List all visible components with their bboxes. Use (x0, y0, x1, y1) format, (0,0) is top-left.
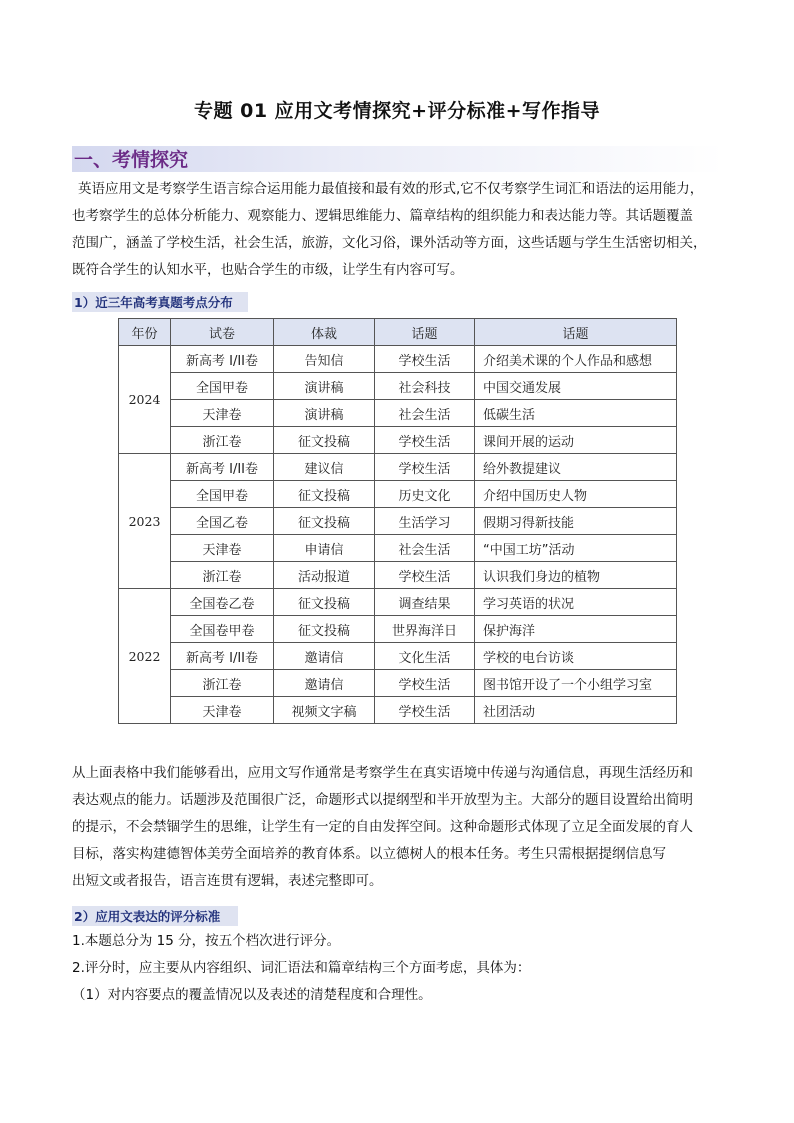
year-cell: 2024 (119, 346, 171, 454)
paper-cell: 天津卷 (171, 400, 274, 427)
table-row (119, 427, 677, 454)
paper-cell: 全国卷甲卷 (171, 616, 274, 643)
table-row (119, 670, 677, 697)
table-row (119, 643, 677, 670)
paper-cell: 新高考 I/II卷 (171, 346, 274, 373)
intro-line: 也考察学生的总体分析能力、观察能力、逻辑思维能力、篇章结构的组织能力和表达能力等。其话题覆盖 (72, 208, 693, 224)
paper-cell: 新高考 I/II卷 (171, 454, 274, 481)
table-row (119, 373, 677, 400)
topic-cell: 社团活动 (475, 697, 677, 724)
paper-cell: 天津卷 (171, 697, 274, 724)
topic-category-cell: 社会生活 (375, 535, 475, 562)
topic-category-cell: 学校生活 (375, 454, 475, 481)
genre-cell: 活动报道 (274, 562, 375, 589)
genre-cell: 征文投稿 (274, 427, 375, 454)
topic-category-cell: 社会生活 (375, 400, 475, 427)
paper-cell: 浙江卷 (171, 427, 274, 454)
topic-category-cell: 文化生活 (375, 643, 475, 670)
topic-category-cell: 历史文化 (375, 481, 475, 508)
paper-cell: 浙江卷 (171, 562, 274, 589)
genre-cell: 建议信 (274, 454, 375, 481)
criteria-item: 2.评分时，应主要从内容组织、词汇语法和篇章结构三个方面考虑，具体为： (72, 960, 531, 976)
genre-cell: 邀请信 (274, 670, 375, 697)
genre-cell: 邀请信 (274, 643, 375, 670)
criteria-list (72, 928, 724, 1009)
paper-cell: 全国乙卷 (171, 508, 274, 535)
section-heading: 一、考情探究 (74, 149, 189, 171)
table-row (119, 400, 677, 427)
topic-cell: 认识我们身边的植物 (475, 562, 677, 589)
header-cell: 年份 (119, 319, 171, 346)
genre-cell: 演讲稿 (274, 373, 375, 400)
intro-line: 英语应用文是考察学生语言综合运用能力最值接和最有效的形式,它不仅考察学生词汇和语法的运用能力， (78, 181, 704, 197)
genre-cell: 演讲稿 (274, 400, 375, 427)
header-cell: 话题 (475, 319, 677, 346)
topic-cell: 保护海洋 (475, 616, 677, 643)
subheading-exam-distribution: 1）近三年高考真题考点分布 (74, 295, 233, 310)
genre-cell: 视频文字稿 (274, 697, 375, 724)
table-row (119, 508, 677, 535)
exam-distribution-table (118, 318, 677, 724)
topic-category-cell: 调查结果 (375, 589, 475, 616)
genre-cell: 征文投稿 (274, 589, 375, 616)
topic-category-cell: 学校生活 (375, 427, 475, 454)
topic-cell: 给外教提建议 (475, 454, 677, 481)
header-cell: 话题 (375, 319, 475, 346)
topic-cell: 介绍美术课的个人作品和感想 (475, 346, 677, 373)
subheading-scoring-criteria: 2）应用文表达的评分标准 (74, 909, 221, 924)
table-row (119, 454, 677, 481)
year-cell: 2022 (119, 589, 171, 724)
topic-cell: 中国交通发展 (475, 373, 677, 400)
year-cell: 2023 (119, 454, 171, 589)
topic-category-cell: 学校生活 (375, 697, 475, 724)
table-row (119, 562, 677, 589)
topic-category-cell: 学校生活 (375, 670, 475, 697)
table-row (119, 481, 677, 508)
header-cell: 体裁 (274, 319, 375, 346)
topic-category-cell: 社会科技 (375, 373, 475, 400)
topic-cell: 低碳生活 (475, 400, 677, 427)
analysis-paragraph (72, 760, 724, 895)
paper-cell: 全国甲卷 (171, 481, 274, 508)
topic-cell: 假期习得新技能 (475, 508, 677, 535)
intro-line: 范围广，涵盖了学校生活，社会生活，旅游，文化习俗，课外活动等方面，这些话题与学生生活密切相关， (72, 235, 707, 251)
paper-cell: 浙江卷 (171, 670, 274, 697)
topic-cell: 课间开展的运动 (475, 427, 677, 454)
intro-paragraph (72, 176, 724, 284)
topic-category-cell: 生活学习 (375, 508, 475, 535)
genre-cell: 征文投稿 (274, 508, 375, 535)
table-row (119, 589, 677, 616)
genre-cell: 申请信 (274, 535, 375, 562)
table-row (119, 616, 677, 643)
criteria-item: （1）对内容要点的覆盖情况以及表述的清楚程度和合理性。 (72, 987, 432, 1003)
topic-cell: “中国工坊”活动 (475, 535, 677, 562)
topic-cell: 学校的电台访谈 (475, 643, 677, 670)
table-row (119, 535, 677, 562)
analysis-line: 的提示，不会禁锢学生的思维，让学生有一定的自由发挥空间。这种命题形式体现了立足全面发展的育人 (72, 819, 693, 835)
genre-cell: 征文投稿 (274, 481, 375, 508)
topic-cell: 图书馆开设了一个小组学习室 (475, 670, 677, 697)
topic-category-cell: 学校生活 (375, 346, 475, 373)
intro-line: 既符合学生的认知水平，也贴合学生的市级，让学生有内容可写。 (72, 262, 464, 278)
genre-cell: 征文投稿 (274, 616, 375, 643)
topic-category-cell: 世界海洋日 (375, 616, 475, 643)
document-title: 专题 01 应用文考情探究+评分标准+写作指导 (193, 100, 600, 122)
header-cell: 试卷 (171, 319, 274, 346)
topic-cell: 介绍中国历史人物 (475, 481, 677, 508)
paper-cell: 全国甲卷 (171, 373, 274, 400)
table-header-row (119, 319, 677, 346)
analysis-line: 目标，落实构建德智体美劳全面培养的教育体系。以立德树人的根本任务。考生只需根据提纲信息写 (72, 846, 666, 862)
analysis-line: 从上面表格中我们能够看出，应用文写作通常是考察学生在真实语境中传递与沟通信息，再现生活经历和 (72, 765, 693, 781)
paper-cell: 新高考 I/II卷 (171, 643, 274, 670)
topic-category-cell: 学校生活 (375, 562, 475, 589)
topic-cell: 学习英语的状况 (475, 589, 677, 616)
table-row (119, 697, 677, 724)
criteria-item: 1.本题总分为 15 分，按五个档次进行评分。 (72, 933, 341, 949)
paper-cell: 天津卷 (171, 535, 274, 562)
analysis-line: 出短文或者报告，语言连贯有逻辑，表述完整即可。 (72, 873, 383, 889)
paper-cell: 全国卷乙卷 (171, 589, 274, 616)
table-row (119, 346, 677, 373)
genre-cell: 告知信 (274, 346, 375, 373)
analysis-line: 表达观点的能力。话题涉及范围很广泛，命题形式以提纲型和半开放型为主。大部分的题目设置给出简明 (72, 792, 693, 808)
